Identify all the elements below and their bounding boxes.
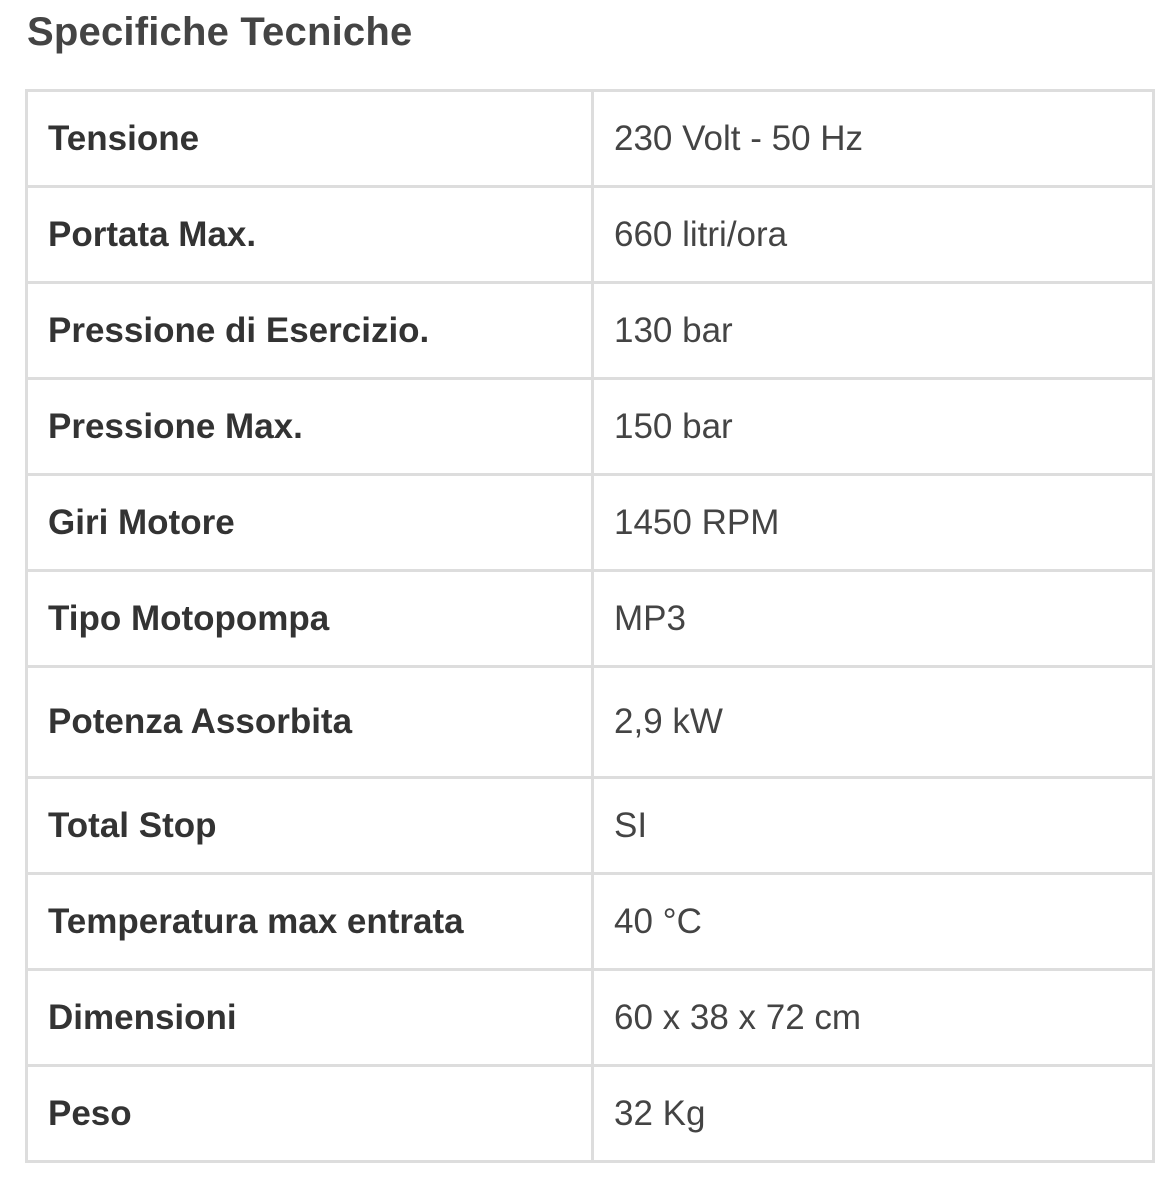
spec-label: Portata Max.	[27, 187, 593, 283]
table-row	[27, 475, 1154, 571]
spec-label: Peso	[27, 1066, 593, 1162]
spec-label: Potenza Assorbita	[27, 667, 593, 778]
specs-table	[25, 89, 1155, 1163]
table-row	[27, 187, 1154, 283]
table-row	[27, 379, 1154, 475]
spec-value: SI	[593, 778, 1154, 874]
table-row	[27, 874, 1154, 970]
table-row	[27, 970, 1154, 1066]
table-row	[27, 1066, 1154, 1162]
spec-value: 150 bar	[593, 379, 1154, 475]
spec-label: Total Stop	[27, 778, 593, 874]
spec-label: Tensione	[27, 91, 593, 187]
spec-label: Pressione di Esercizio.	[27, 283, 593, 379]
spec-label: Giri Motore	[27, 475, 593, 571]
table-row	[27, 667, 1154, 778]
spec-value: MP3	[593, 571, 1154, 667]
spec-value: 660 litri/ora	[593, 187, 1154, 283]
spec-label: Pressione Max.	[27, 379, 593, 475]
spec-value: 1450 RPM	[593, 475, 1154, 571]
table-row	[27, 778, 1154, 874]
table-row	[27, 571, 1154, 667]
spec-value: 40 °C	[593, 874, 1154, 970]
spec-value: 2,9 kW	[593, 667, 1154, 778]
spec-value: 60 x 38 x 72 cm	[593, 970, 1154, 1066]
specs-table-body	[27, 91, 1154, 1162]
table-row	[27, 91, 1154, 187]
spec-label: Dimensioni	[27, 970, 593, 1066]
table-row	[27, 283, 1154, 379]
spec-label: Tipo Motopompa	[27, 571, 593, 667]
spec-label: Temperatura max entrata	[27, 874, 593, 970]
spec-value: 32 Kg	[593, 1066, 1154, 1162]
page-title: Specifiche Tecniche	[27, 10, 413, 54]
spec-value: 130 bar	[593, 283, 1154, 379]
spec-value: 230 Volt - 50 Hz	[593, 91, 1154, 187]
